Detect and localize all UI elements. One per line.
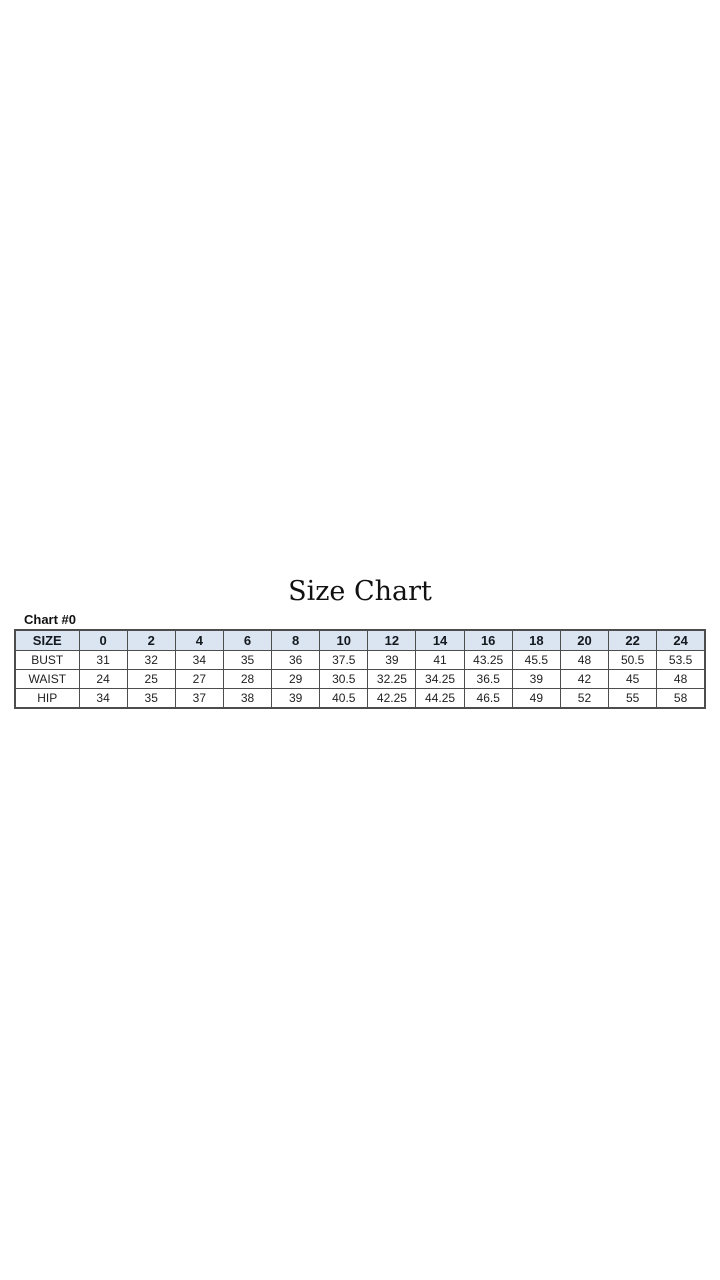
table-cell: 45 [609,670,657,689]
table-header [15,630,705,651]
table-cell: 25 [127,670,175,689]
size-chart-section [0,576,720,709]
table-cell: 49 [512,689,560,709]
table-cell: 28 [223,670,271,689]
size-chart-table [14,629,706,709]
column-header: 20 [560,630,608,651]
table-cell: 48 [560,651,608,670]
table-cell: 44.25 [416,689,464,709]
column-header: 24 [657,630,705,651]
table-cell: 42.25 [368,689,416,709]
page-title: Size Chart [288,576,432,607]
table-cell: 39 [512,670,560,689]
column-header: 6 [223,630,271,651]
table-cell: 27 [175,670,223,689]
table-cell: 35 [223,651,271,670]
table-body [15,651,705,709]
table-cell: 42 [560,670,608,689]
table-cell: 34.25 [416,670,464,689]
column-header: 4 [175,630,223,651]
table-cell: 45.5 [512,651,560,670]
table-cell: 36 [272,651,320,670]
table-cell: 58 [657,689,705,709]
table-cell: 39 [272,689,320,709]
size-column-header: SIZE [15,630,79,651]
table-cell: 41 [416,651,464,670]
header-row [15,630,705,651]
table-cell: 24 [79,670,127,689]
table-cell: 55 [609,689,657,709]
table-row [15,689,705,709]
column-header: 12 [368,630,416,651]
table-cell: 37 [175,689,223,709]
column-header: 10 [320,630,368,651]
table-cell: 40.5 [320,689,368,709]
table-cell: 39 [368,651,416,670]
table-cell: 53.5 [657,651,705,670]
column-header: 8 [272,630,320,651]
chart-number-label: Chart #0 [24,612,77,627]
column-header: 14 [416,630,464,651]
table-cell: 32 [127,651,175,670]
column-header: 2 [127,630,175,651]
table-cell: 29 [272,670,320,689]
row-label: BUST [15,651,79,670]
column-header: 18 [512,630,560,651]
row-label: WAIST [15,670,79,689]
table-cell: 50.5 [609,651,657,670]
row-label: HIP [15,689,79,709]
column-header: 0 [79,630,127,651]
table-row [15,651,705,670]
table-cell: 52 [560,689,608,709]
table-cell: 37.5 [320,651,368,670]
column-header: 16 [464,630,512,651]
table-cell: 38 [223,689,271,709]
table-cell: 32.25 [368,670,416,689]
table-cell: 46.5 [464,689,512,709]
table-cell: 43.25 [464,651,512,670]
table-cell: 48 [657,670,705,689]
table-cell: 34 [175,651,223,670]
column-header: 22 [609,630,657,651]
table-row [15,670,705,689]
table-cell: 30.5 [320,670,368,689]
table-cell: 35 [127,689,175,709]
table-cell: 36.5 [464,670,512,689]
table-cell: 34 [79,689,127,709]
table-cell: 31 [79,651,127,670]
